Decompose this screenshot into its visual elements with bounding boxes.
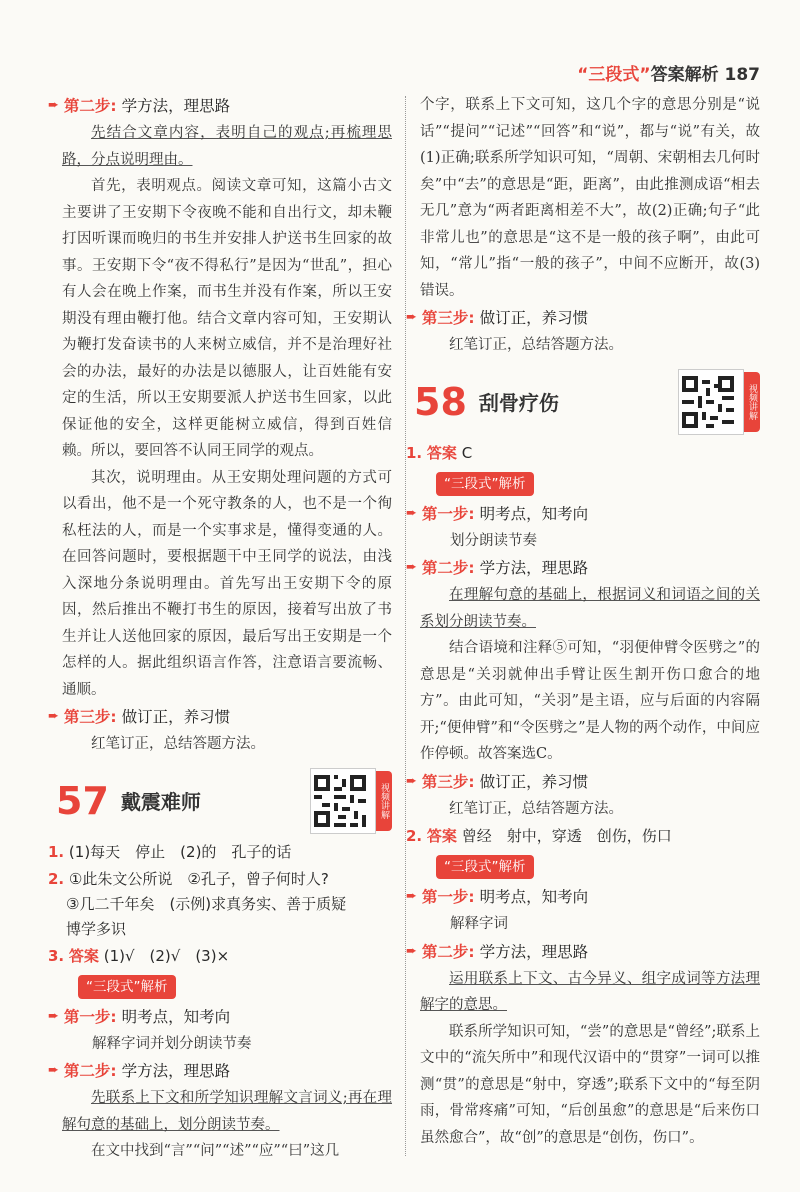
qr-label: 视频讲解 — [376, 771, 392, 831]
step-hint: 红笔订正，总结答题方法。 — [91, 736, 265, 752]
answer-text: C — [461, 443, 473, 462]
step-3 — [48, 705, 392, 729]
arrow-icon: ➨ — [48, 709, 59, 724]
answer-1 — [48, 840, 392, 865]
section-number: 58 — [414, 379, 467, 424]
section-name: 刮骨疗伤 — [478, 391, 559, 415]
section-name: 戴震难师 — [120, 790, 201, 814]
left-column — [48, 92, 392, 1165]
analysis-badge: “三段式”解析 — [436, 472, 534, 496]
step-hint: 划分朗读节奏 — [450, 532, 537, 549]
paragraph: 结合语境和注释⑤可知，“羽便伸臂令医劈之”的意思是“关羽就伸出手臂让医生割开伤口愈合的地方”。由此可知，“关羽”是主语，应与后面的内容隔开;“便伸臂”和“令医劈之”是人物的两个动作，中间应作停顿。故答案选C。 — [420, 640, 760, 762]
step-label: 第三步: — [421, 309, 475, 327]
section-57-title — [56, 768, 392, 834]
step-3 — [406, 770, 760, 794]
arrow-icon: ➨ — [48, 1063, 59, 1078]
step-2 — [406, 556, 760, 580]
step-1 — [406, 885, 760, 909]
analysis-badge: “三段式”解析 — [78, 975, 176, 999]
step-text: 学方法，理思路 — [121, 1062, 231, 1080]
step-1 — [48, 1005, 392, 1029]
step-text: 学方法，理思路 — [121, 97, 231, 115]
qr-code-icon — [682, 376, 734, 428]
arrow-icon: ➨ — [406, 310, 417, 325]
step-label: 第二步: — [421, 559, 475, 577]
step-2 — [48, 1059, 392, 1083]
step-label: 第一步: — [421, 888, 475, 906]
step-2 — [48, 94, 392, 118]
paragraph: 在文中找到“言”“问”“述”“应”“曰”这几 — [91, 1143, 340, 1159]
arrow-icon: ➨ — [406, 505, 417, 521]
step-text: 做订正，养习惯 — [121, 708, 231, 726]
column-divider — [405, 96, 406, 1156]
step-hint: 运用联系上下文、古今异义、组字成词等方法理解字的意思。 — [420, 970, 760, 1013]
step-text: 做订正，养习惯 — [479, 772, 589, 791]
arrow-icon: ➨ — [406, 560, 417, 575]
arrow-icon: ➨ — [406, 943, 417, 959]
step-text: 学方法，理思路 — [479, 559, 589, 577]
step-hint: 解释字词并划分朗读节奏 — [92, 1035, 252, 1052]
answer-text: 曾经 射中，穿透 创伤，伤口 — [461, 827, 672, 845]
step-text: 做订正，养习惯 — [479, 309, 589, 327]
answer-number: 2. — [48, 869, 65, 888]
arrow-icon: ➨ — [48, 1008, 59, 1024]
answer-text: (1)每天 停止 (2)的 孔子的话 — [68, 842, 292, 861]
right-column — [406, 92, 760, 1151]
step-label: 第三步: — [63, 708, 117, 726]
step-label: 第二步: — [421, 942, 475, 961]
paragraph: 联系所学知识可知，“尝”的意思是“曾经”;联系上文中的“流矢所中”和现代汉语中的“贯穿”一词可以推测“贯”的意思是“射中，穿透”;联系下文中的“每至阴雨，骨常疼痛”可知，“后创虽愈”的意思是“后来伤口虽然愈合”，故“创”的意思是“创伤，伤口”。 — [420, 1023, 760, 1146]
step-text: 明考点，知考向 — [479, 888, 589, 906]
qr-code-icon — [314, 775, 366, 827]
arrow-icon: ➨ — [406, 889, 417, 904]
answer-number: 2. — [406, 827, 423, 845]
step-hint: 先结合文章内容，表明自己的观点;再梳理思路，分点说明理由。 — [62, 125, 392, 168]
qr-code[interactable] — [310, 768, 376, 834]
answer-2 — [48, 867, 392, 942]
answer-number: 1. — [48, 842, 65, 861]
step-1 — [406, 502, 760, 526]
header-title: 答案解析 — [650, 65, 719, 85]
answer-text: (1)√ (2)√ (3)× — [103, 946, 230, 965]
answer-text: ③几二千年矣 (示例)求真务实、善于质疑 — [66, 894, 347, 913]
step-label: 第一步: — [63, 1007, 117, 1026]
step-label: 第二步: — [63, 1062, 117, 1080]
step-hint: 先联系上下文和所学知识理解文言词义;再在理解句意的基础上，划分朗读节奏。 — [62, 1090, 392, 1133]
answer-1 — [406, 441, 760, 466]
page-number: 187 — [724, 65, 760, 85]
step-label: 第三步: — [421, 772, 475, 791]
arrow-icon: ➨ — [48, 98, 59, 113]
step-hint: 红笔订正，总结答题方法。 — [449, 800, 623, 817]
answer-text: 博学多识 — [66, 919, 127, 938]
step-hint: 红笔订正，总结答题方法。 — [449, 337, 623, 353]
step-label: 第二步: — [63, 97, 117, 115]
section-58-title — [414, 369, 760, 435]
answer-keyword: 答案 — [426, 827, 457, 845]
answer-keyword: 答案 — [426, 443, 457, 462]
paragraph: 其次，说明理由。从王安期处理问题的方式可以看出，他不是一个死守教条的人，也不是一个徇私枉法的人，而是一个实事求是，懂得变通的人。在回答问题时，要根据题干中王同学的说法，由浅入深地分条说明理由。首先写出王安期下令的原因，然后推出不鞭打书生的原因，接着写出放了书生并让人送他回家的原因，最后写出王安期是一个怎样的人。据此组织语言作答，注意语言要流畅、通顺。 — [62, 469, 392, 698]
qr-code[interactable] — [678, 369, 744, 435]
page-header — [577, 60, 760, 85]
step-text: 明考点，知考向 — [121, 1007, 231, 1026]
qr-label: 视频讲解 — [744, 372, 760, 432]
analysis-badge: “三段式”解析 — [436, 855, 534, 879]
paragraph: 首先，表明观点。阅读文章可知，这篇小古文主要讲了王安期下令夜晚不能和自出行文，却未鞭打因听课而晚归的书生并安排人护送书生回家的故事。王安期下令“夜不得私行”是因为“世乱”，担心有人会在晚上作案，而书生并没有作案，所以王安期没有理由鞭打他。结合文章内容可知，王安期认为鞭打发奋读书的人来树立威信，并不是治理好社会的办法，最好的办法是以德服人，让百姓能有安定的生活，所以王安期要派人护送书生回家，以此保证他的安全，这样更能树立威信，得到百姓信赖。所以，要回答不认同王同学的观点。 — [62, 178, 392, 459]
step-hint: 在理解句意的基础上，根据词义和词语之间的关系划分朗读节奏。 — [420, 587, 760, 630]
header-tag: “三段式” — [577, 65, 651, 85]
answer-3 — [48, 944, 392, 969]
paragraph: 个字，联系上下文可知，这几个字的意思分别是“说话”“提问”“记述”“回答”和“说”，都与“说”有关，故(1)正确;联系所学知识可知，“周朝、宋朝相去几何时矣”中“去”的意思是“距，距离”，由此推测成语“相去无几”意为“两者距离相差不大”，故(2)正确;句子“此非常儿也”的意思是“这不是一般的孩子啊”，由此可知，“常儿”指“一般的孩子”，中间不应断开，故(3)错误。 — [420, 97, 760, 299]
step-2 — [406, 940, 760, 964]
answer-text: ①此朱文公所说 ②孔子，曾子何时人? — [68, 869, 329, 888]
answer-number: 1. — [406, 443, 423, 462]
answer-2 — [406, 824, 760, 849]
answer-number: 3. — [48, 946, 65, 965]
step-text: 学方法，理思路 — [479, 942, 589, 961]
arrow-icon: ➨ — [406, 773, 417, 789]
step-text: 明考点，知考向 — [479, 504, 589, 523]
step-hint: 解释字词 — [450, 916, 508, 932]
step-3 — [406, 306, 760, 330]
step-label: 第一步: — [421, 504, 475, 523]
answer-keyword: 答案 — [68, 946, 99, 965]
section-number: 57 — [56, 778, 109, 823]
